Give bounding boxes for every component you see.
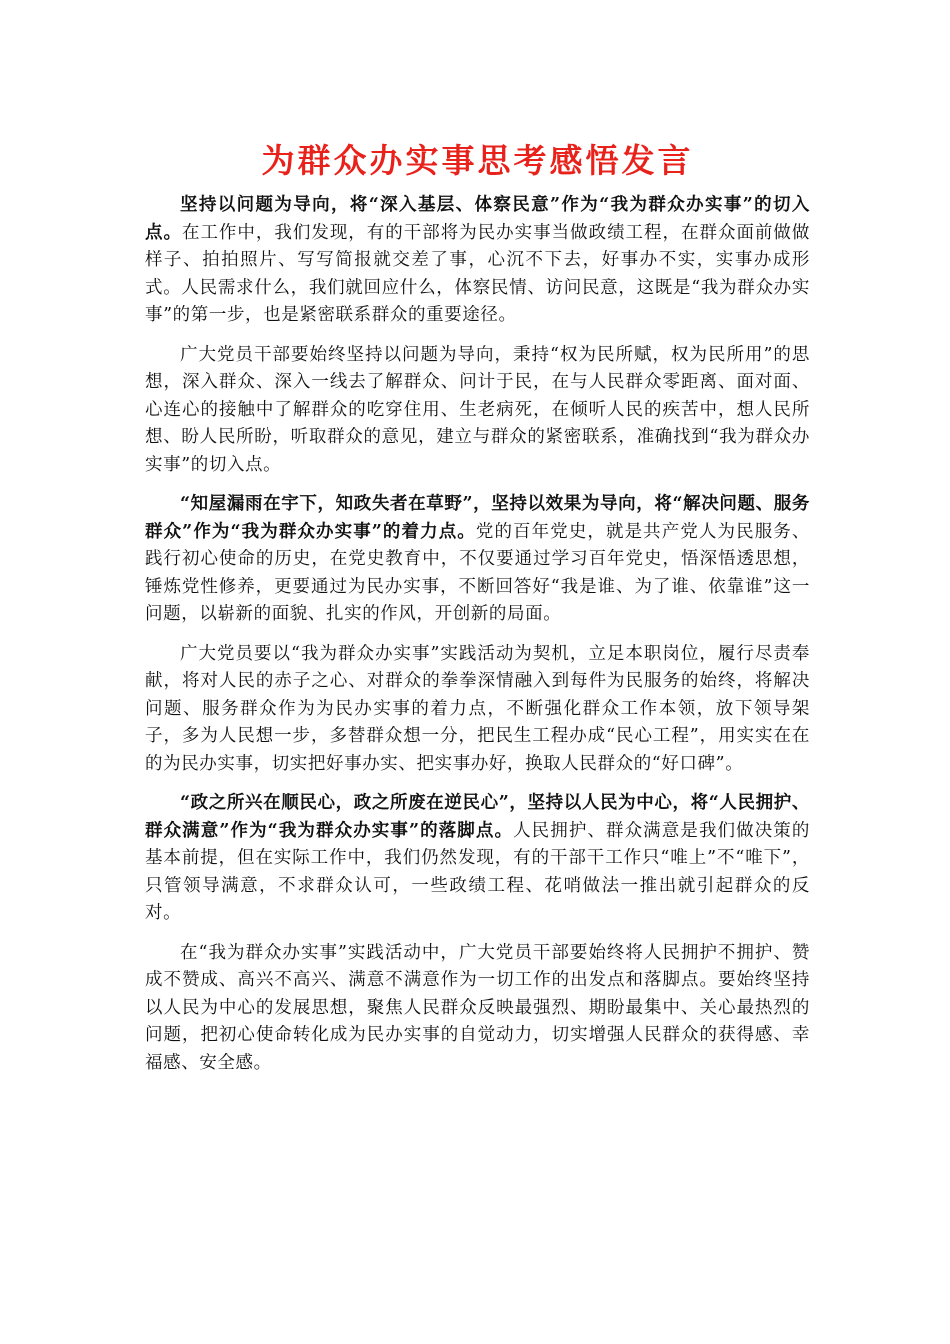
paragraph-3 — [145, 491, 810, 629]
paragraph-6-body: 在“我为群众办实事”实践活动中，广大党员干部要始终将人民拥护不拥护、赞成不赞成、高兴不高兴、满意不满意作为一切工作的出发点和落脚点。要始终坚持以人民为中心的发展思想，聚焦人民群众反映最强烈、期盼最集中、关心最热烈的问题，把初心使命转化成为民办实事的自觉动力，切实增强人民群众的获得感、幸福感、安全感。 — [145, 942, 810, 1073]
paragraph-1-body: 在工作中，我们发现，有的干部将为民办实事当做政绩工程，在群众面前做做样子、拍拍照片、写写简报就交差了事，心沉不下去，好事办不实，实事办成形式。人民需求什么，我们就回应什么，体察民情、访问民意，这既是“我为群众办实事”的第一步，也是紧密联系群众的重要途径。 — [145, 222, 810, 325]
paragraph-3-body: 党的百年党史，就是共产党人为民服务、践行初心使命的历史，在党史教育中，不仅要通过学习百年党史，悟深悟透思想，锤炼党性修养，更要通过为民办实事，不断回答好“我是谁、为了谁、依靠谁”这一问题，以崭新的面貌、扎实的作风，开创新的局面。 — [145, 521, 810, 624]
paragraph-5 — [145, 790, 810, 928]
paragraph-2-body: 广大党员干部要始终坚持以问题为导向，秉持“权为民所赋，权为民所用”的思想，深入群众、深入一线去了解群众、问计于民，在与人民群众零距离、面对面、心连心的接触中了解群众的吃穿住用、生老病死，在倾听人民的疾苦中，想人民所想、盼人民所盼，听取群众的意见，建立与群众的紧密联系，准确找到“我为群众办实事”的切入点。 — [145, 344, 810, 475]
document-title: 为群众办实事思考感悟发言 — [261, 141, 694, 180]
paragraph-1 — [145, 192, 810, 330]
document-page — [145, 138, 810, 1089]
paragraph-6 — [145, 940, 810, 1078]
paragraph-2 — [145, 342, 810, 480]
paragraph-4 — [145, 641, 810, 779]
paragraph-5-body: 人民拥护、群众满意是我们做决策的基本前提，但在实际工作中，我们仍然发现，有的干部干工作只“唯上”不“唯下”，只管领导满意，不求群众认可，一些政绩工程、花哨做法一推出就引起群众的反对。 — [145, 820, 810, 923]
paragraph-1-lead: 坚持以问题为导向，将“深入基层、体察民意”作为“我为群众办实事”的切入点。 — [145, 195, 810, 243]
paragraph-5-lead: “政之所兴在顺民心，政之所废在逆民心”，坚持以人民为中心，将“人民拥护、群众满意”作为“我为群众办实事”的落脚点。 — [145, 793, 810, 841]
paragraph-4-body: 广大党员要以“我为群众办实事”实践活动为契机，立足本职岗位，履行尽责奉献，将对人民的赤子之心、对群众的拳拳深情融入到每件为民服务的始终，将解决问题、服务群众作为为民办实事的着力点，不断强化群众工作本领，放下领导架子，多为人民想一步，多替群众想一分，把民生工程办成“民心工程”，用实实在在的为民办实事，切实把好事办实、把实事办好，换取人民群众的“好口碑”。 — [145, 643, 810, 774]
paragraph-3-lead: “知屋漏雨在宇下，知政失者在草野”，坚持以效果为导向，将“解决问题、服务群众”作为“我为群众办实事”的着力点。 — [145, 494, 810, 542]
